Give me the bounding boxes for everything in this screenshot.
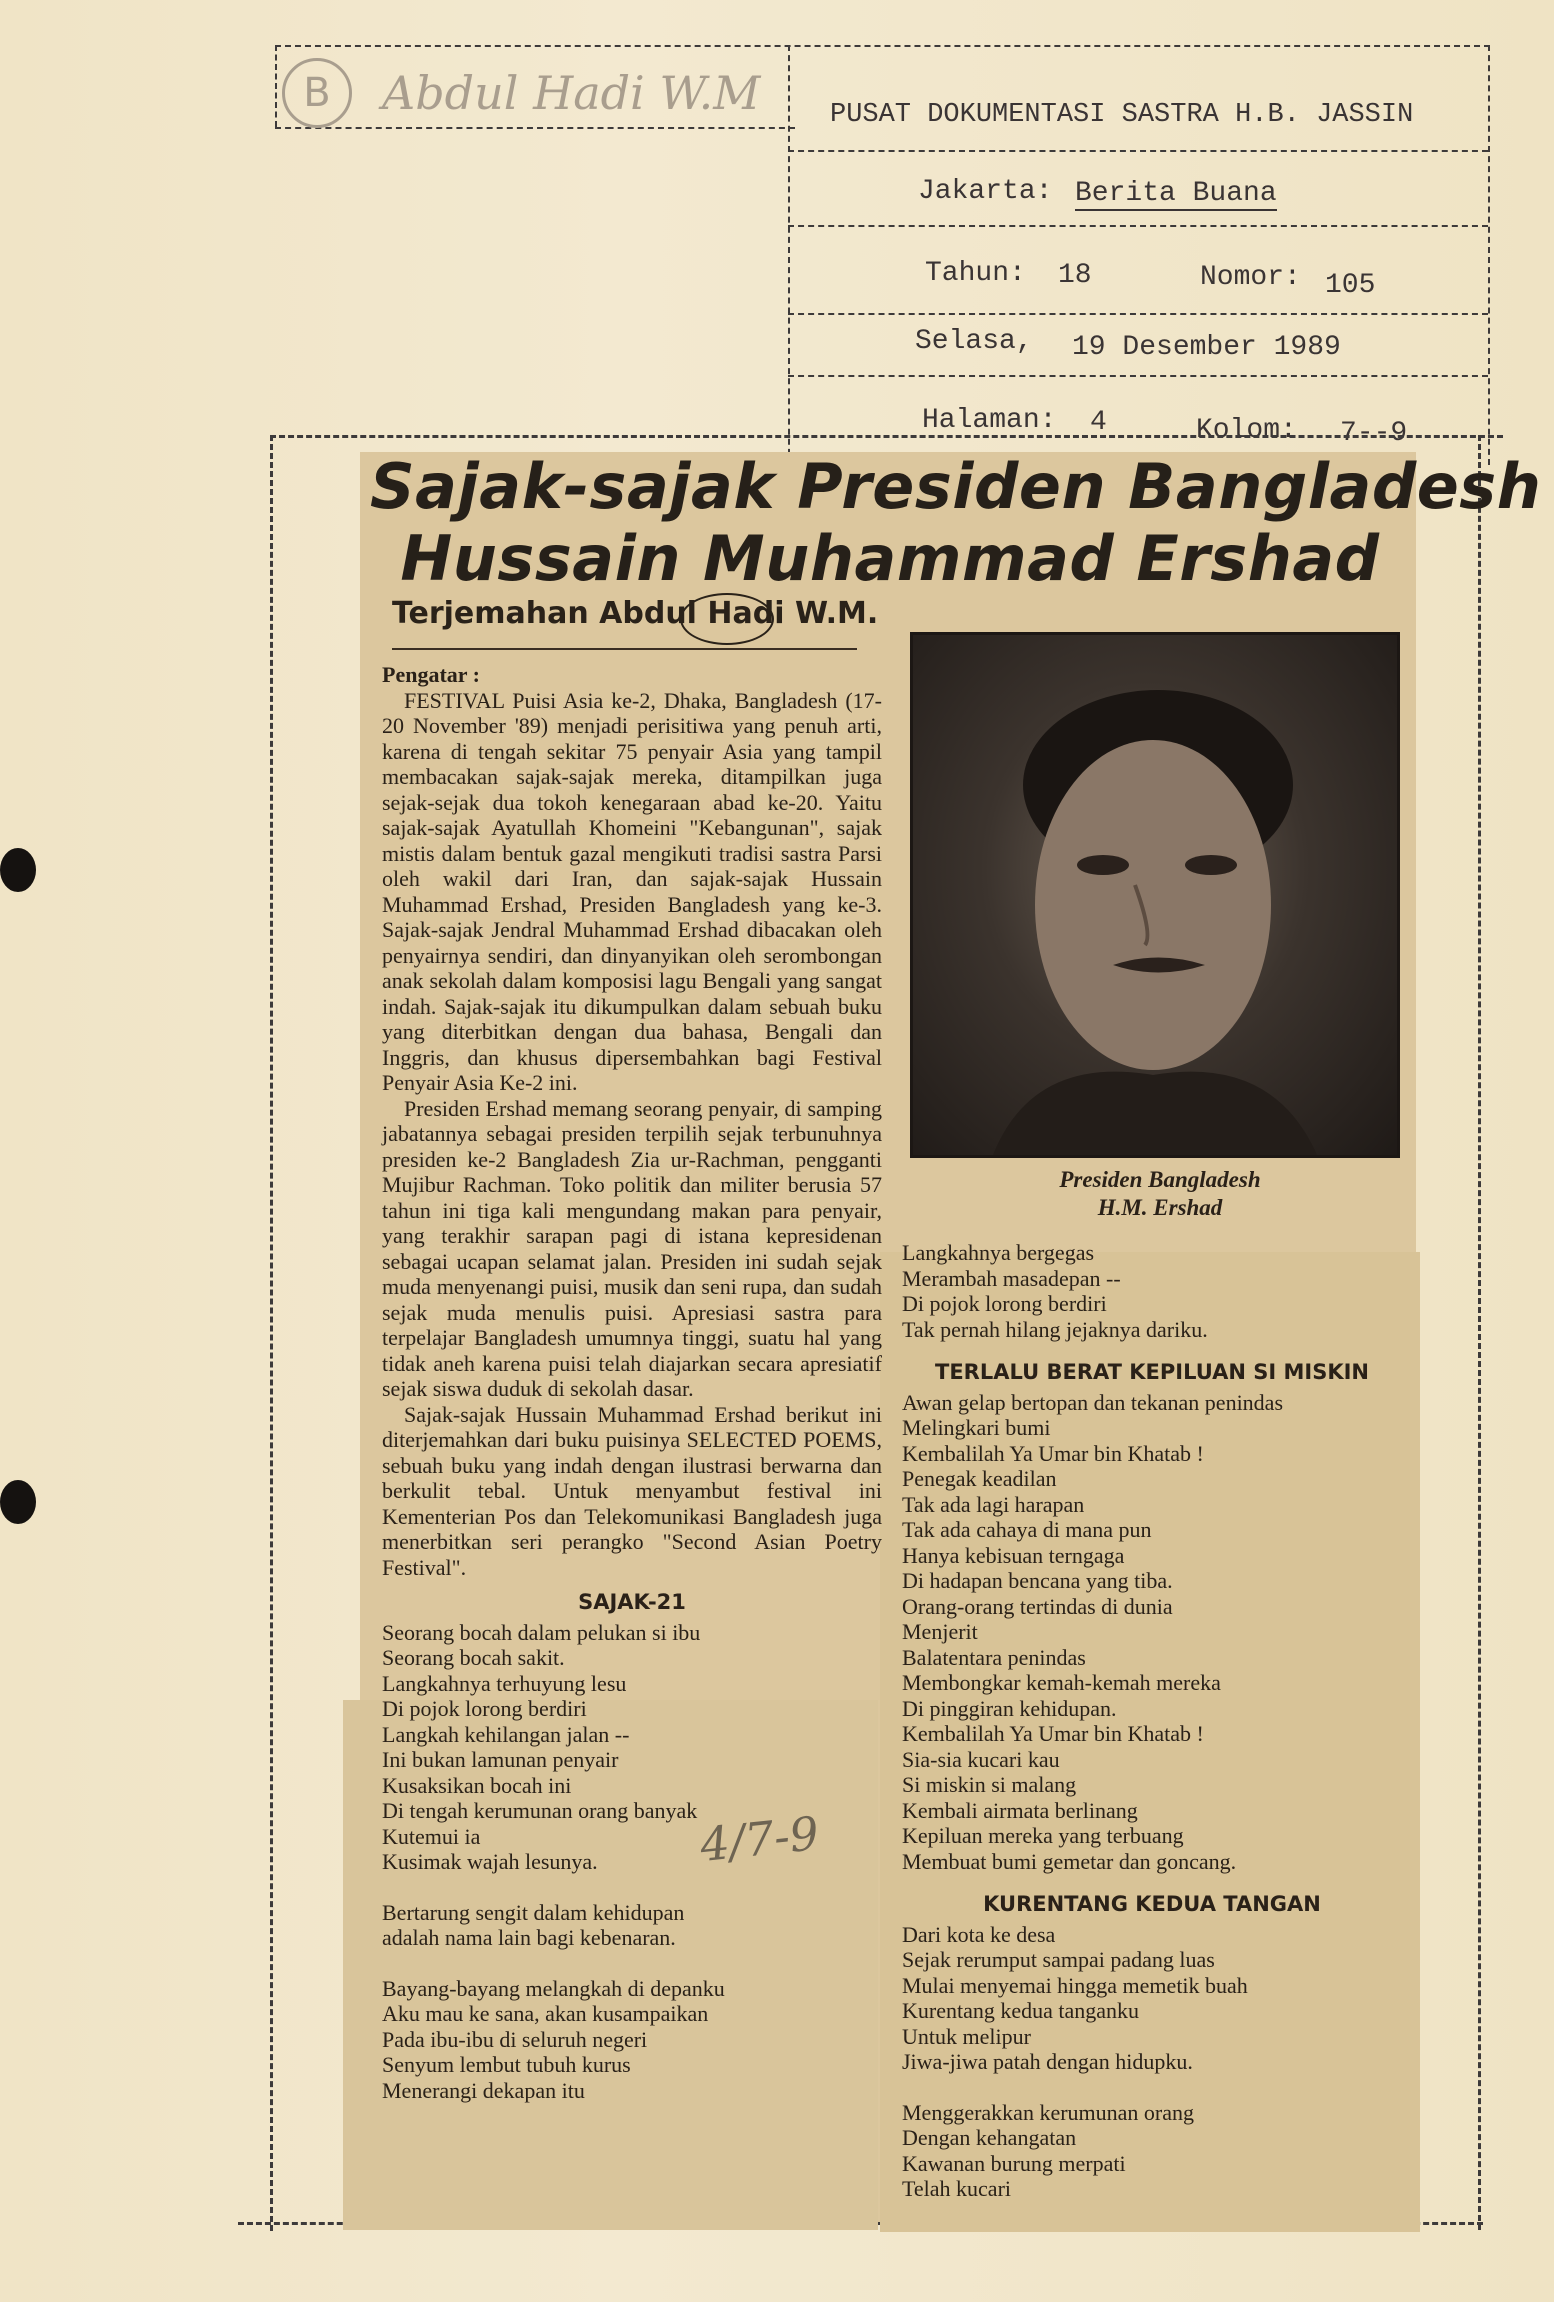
- poem-line: Mulai menyemai hingga memetik buah: [902, 1972, 1248, 1998]
- poem-line: Langkahnya terhuyung lesu: [382, 1670, 627, 1696]
- poem-line: Kusaksikan bocah ini: [382, 1772, 572, 1798]
- intro-paragraph: Presiden Ershad memang seorang penyair, di samping jabatannya sebagai presiden terpilih sejak terbunuhnya presiden ke-2 Bangladesh Zia ur-Rachman, pengganti Mujibur Rachman. Toko politik dan militer berusia 57 tahun ini tiga kali mengundang makan para penyair, yang terakhir sarapan pagi di istana kepresidenan sebagai ucapan selamat jalan. Presiden ini sudah sejak muda menyenangi puisi, musik dan seni rupa, dan sudah sejak muda menulis puisi. Apresiasi sastra para terpelajar Bangladesh umumnya tinggi, suatu hal yang tidak aneh karena puisi telah diajarkan secara apresiatif sejak siswa duduk di sekolah dasar.: [382, 1095, 882, 1401]
- poem-stanza: [902, 2100, 1402, 2202]
- poem-title: TERLALU BERAT KEPILUAN SI MISKIN: [935, 1360, 1369, 1384]
- poem-line: Penegak keadilan: [902, 1466, 1057, 1491]
- column-label: Kolom:: [1196, 415, 1297, 446]
- photo-caption-line-2: H.M. Ershad: [1097, 1195, 1223, 1220]
- poem-line: Kurentang kedua tanganku: [902, 1998, 1140, 2023]
- right-column: [902, 1240, 1402, 2202]
- poem-line: Membuat bumi gemetar dan goncang.: [902, 1848, 1237, 1874]
- poem-line: Awan gelap bertopan dan tekanan penindas: [902, 1389, 1284, 1415]
- poem-line: Di pinggiran kehidupan.: [902, 1695, 1117, 1721]
- intro-label: Pengatar :: [382, 662, 480, 687]
- headline-line-2: Hussain Muhammad Ershad: [400, 522, 1380, 595]
- poem-line: Untuk melipur: [902, 2023, 1031, 2049]
- handwritten-date-note: 4/7-9: [697, 1805, 822, 1873]
- poem-title: KURENTANG KEDUA TANGAN: [983, 1892, 1321, 1916]
- headline-line-1: Sajak-sajak Presiden Bangladesh: [370, 450, 1542, 523]
- poem-stanza: [902, 1922, 1402, 2075]
- poem-line: Merambah masadepan --: [902, 1265, 1121, 1291]
- handwritten-circle-letter: B: [282, 58, 352, 128]
- poem-line: Tak ada cahaya di mana pun: [902, 1517, 1152, 1542]
- poem-title: SAJAK-21: [578, 1590, 686, 1614]
- poem-line: Bertarung sengit dalam kehidupan: [382, 1899, 685, 1925]
- poem-line: Kembali airmata berlinang: [902, 1797, 1138, 1823]
- poem-line: Kusimak wajah lesunya.: [382, 1849, 598, 1874]
- intro-paragraph: Sajak-sajak Hussain Muhammad Ershad berikut ini diterjemahkan dari buku puisinya SELECTED POEMS, sebuah buku yang indah dengan ilustrasi berwarna dan berkulit tebal. Untuk menyambut festival ini Kementerian Pos dan Telekomunikasi Bangladesh juga menerbitkan seri perangko "Second Asian Poetry Festival".: [382, 1401, 882, 1580]
- poem-stanza: [382, 1900, 882, 1951]
- poem-stanza: [382, 1976, 882, 2104]
- poem-line: Langkahnya bergegas: [902, 1240, 1095, 1265]
- poem-line: Langkah kehilangan jalan --: [382, 1721, 630, 1747]
- poem-line: Tak pernah hilang jejaknya dariku.: [902, 1316, 1208, 1342]
- day-value: Selasa,: [915, 326, 1033, 357]
- poem-line: Si miskin si malang: [902, 1772, 1077, 1797]
- poem-line: Kembalilah Ya Umar bin Khatab !: [902, 1440, 1204, 1466]
- byline: Terjemahan Abdul Hadi W.M.: [392, 596, 879, 631]
- byline-rule: [392, 648, 857, 650]
- handwritten-circle-mark: [680, 593, 774, 645]
- poem-line: Menjerit: [902, 1619, 978, 1644]
- punch-hole: [0, 848, 36, 892]
- poem-line: Ini bukan lamunan penyair: [382, 1747, 619, 1772]
- poem-line: Menggerakkan kerumunan orang: [902, 2099, 1195, 2125]
- publication-name: Berita Buana: [1075, 178, 1277, 209]
- column-value: 7--9: [1340, 418, 1408, 449]
- poem-line: Kawanan burung merpati: [902, 2150, 1126, 2176]
- poem-line: Membongkar kemah-kemah mereka: [902, 1670, 1221, 1695]
- portrait-illustration: [913, 635, 1397, 1155]
- intro-column: [382, 662, 882, 2103]
- year-value: 18: [1058, 260, 1092, 291]
- archive-name: PUSAT DOKUMENTASI SASTRA H.B. JASSIN: [830, 100, 1414, 130]
- date-value: 19 Desember 1989: [1072, 332, 1341, 363]
- poem-line: Dari kota ke desa: [902, 1921, 1056, 1947]
- poem-line: Orang-orang tertindas di dunia: [902, 1593, 1173, 1619]
- poem-line: Sejak rerumput sampai padang luas: [902, 1947, 1215, 1972]
- photo-caption-line-1: Presiden Bangladesh: [1059, 1167, 1261, 1192]
- poem-line: Di hadapan bencana yang tiba.: [902, 1568, 1173, 1593]
- poem-line: Menerangi dekapan itu: [382, 2077, 585, 2103]
- poem-line: Sia-sia kucari kau: [902, 1746, 1060, 1772]
- city-label: Jakarta:: [918, 176, 1053, 207]
- number-label: Nomor:: [1200, 262, 1301, 293]
- number-value: 105: [1325, 270, 1376, 301]
- poem-line: Pada ibu-ibu di seluruh negeri: [382, 2026, 648, 2052]
- poem-line: Di tengah kerumunan orang banyak: [382, 1798, 698, 1823]
- photo-caption: [1000, 1166, 1320, 1222]
- page-value: 4: [1090, 407, 1107, 438]
- poem-stanza-continued: [902, 1240, 1402, 1342]
- poem-line: Telah kucari: [902, 2176, 1012, 2201]
- mount-frame-right: [1478, 435, 1481, 2230]
- portrait-photo: [910, 632, 1400, 1158]
- poem-line: Di pojok lorong berdiri: [902, 1291, 1107, 1316]
- poem-line: Balatentara penindas: [902, 1644, 1086, 1670]
- poem-line: adalah nama lain bagi kebenaran.: [382, 1925, 676, 1950]
- poem-line: Kembalilah Ya Umar bin Khatab !: [902, 1721, 1204, 1746]
- poem-line: Melingkari bumi: [902, 1415, 1051, 1440]
- punch-hole: [0, 1480, 36, 1524]
- poem-line: Seorang bocah dalam pelukan si ibu: [382, 1619, 701, 1645]
- poem-line: Bayang-bayang melangkah di depanku: [382, 1975, 725, 2001]
- handwritten-author-name: Abdul Hadi W.M: [382, 66, 761, 120]
- page-label: Halaman:: [922, 405, 1057, 436]
- poem-line: Senyum lembut tubuh kurus: [382, 2052, 631, 2077]
- intro-paragraph: FESTIVAL Puisi Asia ke-2, Dhaka, Bangladesh (17-20 November '89) menjadi perisitiwa yang penuh arti, karena di tengah sekitar 75 penyair Asia yang tampil membacakan sajak-sajak mereka, ditampilkan juga sejak-sejak dua tokoh kenegaraan abad ke-20. Yaitu sajak-sajak Ayatullah Khomeini "Kebangunan", sajak mistis dalam bentuk gazal mengikuti tradisi sastra Parsi oleh wakil dari Iran, dan sajak-sajak Hussain Muhammad Ershad, Presiden Bangladesh yang ke-3. Sajak-sajak Jendral Muhammad Ershad dibacakan oleh penyairnya sendiri, dan dinyanyikan oleh serombongan anak sekolah dalam komposisi lagu Bengali yang sangat indah. Sajak-sajak itu dikumpulkan dalam sebuah buku yang diterbitkan dengan dua bahasa, Bengali dan Inggris, dan khusus dipersembahkan bagi Festival Penyair Asia Ke-2 ini.: [382, 687, 882, 1095]
- poem-line: Tak ada lagi harapan: [902, 1491, 1085, 1517]
- poem-stanza: [902, 1390, 1402, 1875]
- poem-line: Jiwa-jiwa patah dengan hidupku.: [902, 2049, 1193, 2074]
- year-label: Tahun:: [925, 258, 1026, 289]
- poem-line: Kutemui ia: [382, 1823, 481, 1849]
- poem-line: Di pojok lorong berdiri: [382, 1696, 587, 1721]
- poem-line: Kepiluan mereka yang terbuang: [902, 1823, 1184, 1848]
- poem-line: Hanya kebisuan terngaga: [902, 1542, 1125, 1568]
- poem-line: Aku mau ke sana, akan kusampaikan: [382, 2001, 709, 2026]
- poem-line: Seorang bocah sakit.: [382, 1645, 565, 1670]
- poem-line: Dengan kehangatan: [902, 2125, 1077, 2150]
